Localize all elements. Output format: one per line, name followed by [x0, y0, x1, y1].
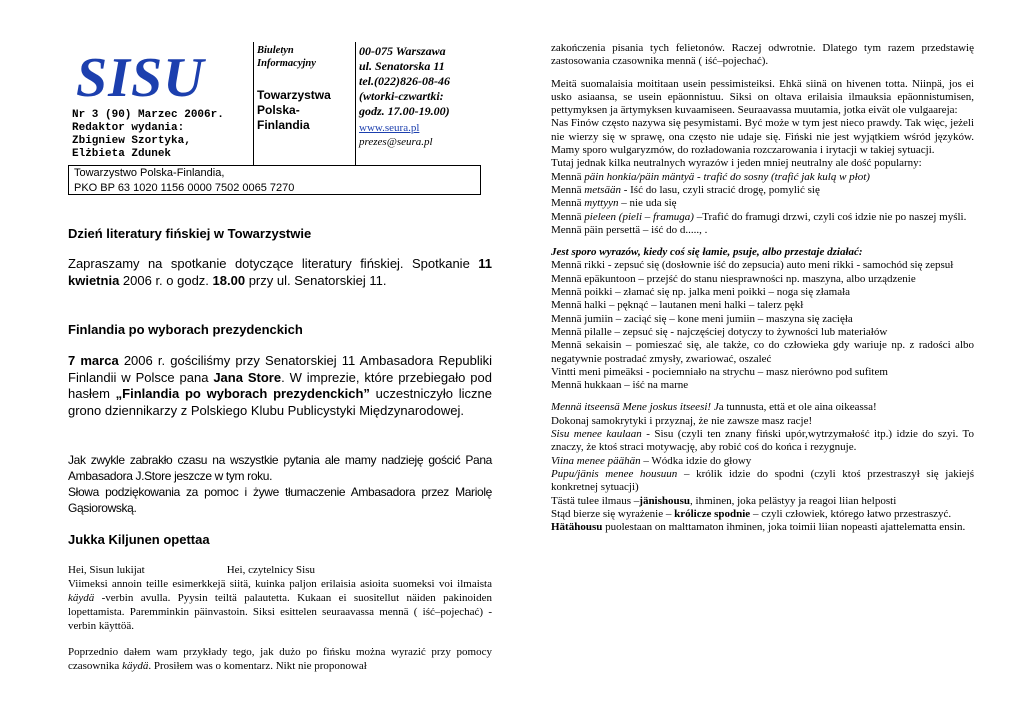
list-item: Mennä myttyyn – nie uda się [551, 197, 677, 210]
heading-finland-elections: Finlandia po wyborach prezydenckich [68, 322, 303, 337]
website-link[interactable]: www.seura.pl [359, 122, 420, 134]
list-item: Mennä päin persettä – iść do d....., . [551, 223, 708, 236]
paragraph-invitation: Zapraszamy na spotkanie dotyczące literatury fińskiej. Spotkanie 11 kwietnia 2006 r. o godz. 18.00 przy ul. Senatorskiej 11. [68, 256, 492, 288]
masthead [68, 42, 482, 166]
event-time: 18.00 [212, 272, 246, 288]
list-item: Mennä itseensä Mene joskus itseesi! Ja tunnusta, että et ole aina oikeassa! [551, 401, 877, 414]
list-item: Mennä halki – pęknąć – lautanen meni halki – talerz pękł [551, 299, 804, 312]
subheading-breaking: Jest sporo wyrazów, kiedy coś się łamie, psuje, albo przestaje działać: [551, 246, 863, 259]
org-name: Towarzystwo Polska-Finlandia, [74, 167, 225, 179]
list-item: Mennä päin honkia/päin mäntyä - trafić do sosny (trafić jak kulą w płot) [551, 170, 870, 183]
paragraph-pl-intro: Poprzednio dałem wam przykłady tego, jak dużo po fińsku można wyrazić przy pomocy czasownika käydä. Prosiłem was o komentarz. Nikt nie proponował [68, 646, 492, 672]
list-item: Hätähousu puolestaan on malttamaton ihminen, joka toimii liian nopeasti ajattelematta ensin. [551, 521, 966, 534]
address-line: 00-075 Warszawa [359, 44, 446, 58]
list-item: Dokonaj samokrytyki i przyznaj, że nie zawsze masz racje! [551, 414, 813, 427]
greeting-fi: Hei, Sisun lukijat [68, 564, 145, 576]
list-item: Sisu menee kaulaan - Sisu (czyli ten znany fiński upór,wytrzymałość itp.) idzie do szyi. To znaczy, że ktoś straci motywację, aby robić coś do końca i rezygnuje. [551, 428, 975, 454]
list-item: Stąd bierze się wyrażenie – królicze spodnie – czyli człowiek, którego łatwo przestraszyć. [551, 507, 952, 520]
list-item: Mennä rikki - zepsuć się (dosłownie iść do zepsucia) auto meni rikki - samochód się zepsuł [551, 259, 954, 272]
address-line: tel.(022)826-08-46 [359, 74, 450, 88]
issue-info: Nr 3 (90) Marzec 2006r. Redaktor wydania: Zbigniew Szortyka, Elżbieta Zdunek [72, 109, 224, 160]
logo: SISU [76, 47, 205, 109]
list-item: Viina menee päähän – Wódka idzie do głowy [551, 454, 752, 467]
list-item: Tästä tulee ilmaus –jänishousu, ihminen, joka pelästyy ja reagoi liian helposti [551, 494, 897, 507]
paragraph-questions: Jak zwykle zabrakło czasu na wszystkie pytania ale mamy nadzieję gościć Pana Ambasadora J.Store jeszcze w tym roku. [68, 453, 492, 483]
paragraph-pl-pessimists: Nas Finów często nazywa się pesymistami. Być może w tym jest nieco prawdy. Tak więc, jeżeli nie wierzy się w sprawę, ona często nie udaje się. Fiński nie jest wyjątkiem wśród języków. Mamy sporo wulgaryzmów, do rozładowania rozczarowania i irytacji w takiej sytuacji. [551, 117, 974, 157]
greeting-line [68, 563, 492, 577]
list-item: Vintti meni pimeäksi - pociemniało na strychu – masz nierówno pod sufitem [551, 365, 888, 378]
greeting-pl: Hei, czytelnicy Sisu [226, 564, 315, 576]
event-date: 11 kwietnia [68, 256, 492, 288]
list-item: Mennä sekaisin – pomieszać się, ale także, co do człowieka gdy wariuje np. z radości albo negatywnie postradać zmysły, zwariować, oszaleć [551, 339, 974, 365]
paragraph-thanks: Słowa podziękowania za pomoc i żywe tłumaczenie Ambasadora przez Mariolę Gąsiorowską. [68, 485, 492, 515]
heading-literature-day: Dzień literatury fińskiej w Towarzystwie [68, 226, 312, 241]
email-address: prezes@seura.pl [359, 136, 433, 148]
paragraph-fi-intro: Viimeksi annoin teille esimerkkejä siitä, kuinka paljon erilaisia asioita suomeksi voi ilmaista käydä -verbin avulla. Pyysin teiltä palautetta. Kukaan ei suositellut näiden pakinoiden lopettamista. Paremminkin päinvastoin. Siksi esittelen seuraavassa mennä ( iść–pojechać) -verbin käyttöä. [68, 578, 492, 632]
list-item: Mennä hukkaan – iść na marne [551, 379, 689, 392]
bulletin-label: Biuletyn Informacyjny [257, 45, 316, 69]
heading-jukka: Jukka Kiljunen opettaa [68, 532, 210, 547]
list-item: Mennä pilalle – zepsuć się - najczęściej dotyczy to żywności lub materiałów [551, 325, 888, 338]
list-item: Mennä pieleen (pieli – framuga) –Trafić do framugi drzwi, czyli coś idzie nie po naszej myśli. [551, 210, 967, 223]
paragraph-ambassador: 7 marca 2006 r. gościliśmy przy Senatorskiej 11 Ambasadora Republiki Finlandii w Polsce pana Jana Store. W imprezie, które przebiegało pod hasłem „Finlandia po wyborach prezydenckich” uczestniczyło liczne grono dziennikarzy z Polskiego Klubu Publicystyki Międzynarodowej. [68, 353, 492, 418]
list-item: Mennä jumiin – zaciąć się – kone meni jumiin – maszyna się zacięła [551, 312, 853, 325]
address-block [359, 44, 479, 119]
paragraph-continued: zakończenia pisania tych felietonów. Raczej odwrotnie. Dlatego tym razem przedstawię zastosowania czasownika mennä ( iść–pojechać). [551, 42, 974, 68]
list-item: Mennä epäkuntoon – przejść do stanu niesprawności np. maszyna, albo urządzenie [551, 272, 916, 285]
list-item: Mennä metsään - Iść do lasu, czyli stracić drogę, pomylić się [551, 183, 820, 196]
list-item: Mennä poikki – złamać się np. jalka meni poikki – noga się złamała [551, 286, 851, 299]
divider [355, 42, 356, 166]
address-line: godz. 17.00-19.00) [359, 104, 450, 118]
right-column [551, 42, 974, 534]
address-line: ul. Senatorska 11 [359, 59, 445, 73]
society-name: Towarzystwa Polska-Finlandia [257, 88, 331, 132]
paragraph-fi-pessimists: Meitä suomalaisia moititaan usein pessimisteiksi. Ehkä siinä on hivenen totta. Niinpä, jos ei usko asiaansa, se usein epäonnistuu. Siksi on oltava erilaisia ilmauksia epäonnistumisen, pettymyksen ja ärtymyksen kuvaamiseen. Seuraavassa muutamia, jotka eivät ole vulgaareja: [551, 77, 974, 117]
bank-account: PKO BP 63 1020 1156 0000 7502 0065 7270 [74, 181, 295, 194]
paragraph-neutral-intro: Tutaj jednak kilka neutralnych wyrazów i jeden mniej neutralny ale dość popularny: [551, 157, 922, 170]
list-item: Pupu/jänis menee housuun – królik idzie do spodni (czyli ktoś przestraszył się jakiejś konkretnej sytuacji) [551, 467, 974, 494]
address-line: (wtorki-czwartki: [359, 89, 444, 103]
bank-info-box [68, 165, 481, 195]
divider [253, 42, 254, 166]
